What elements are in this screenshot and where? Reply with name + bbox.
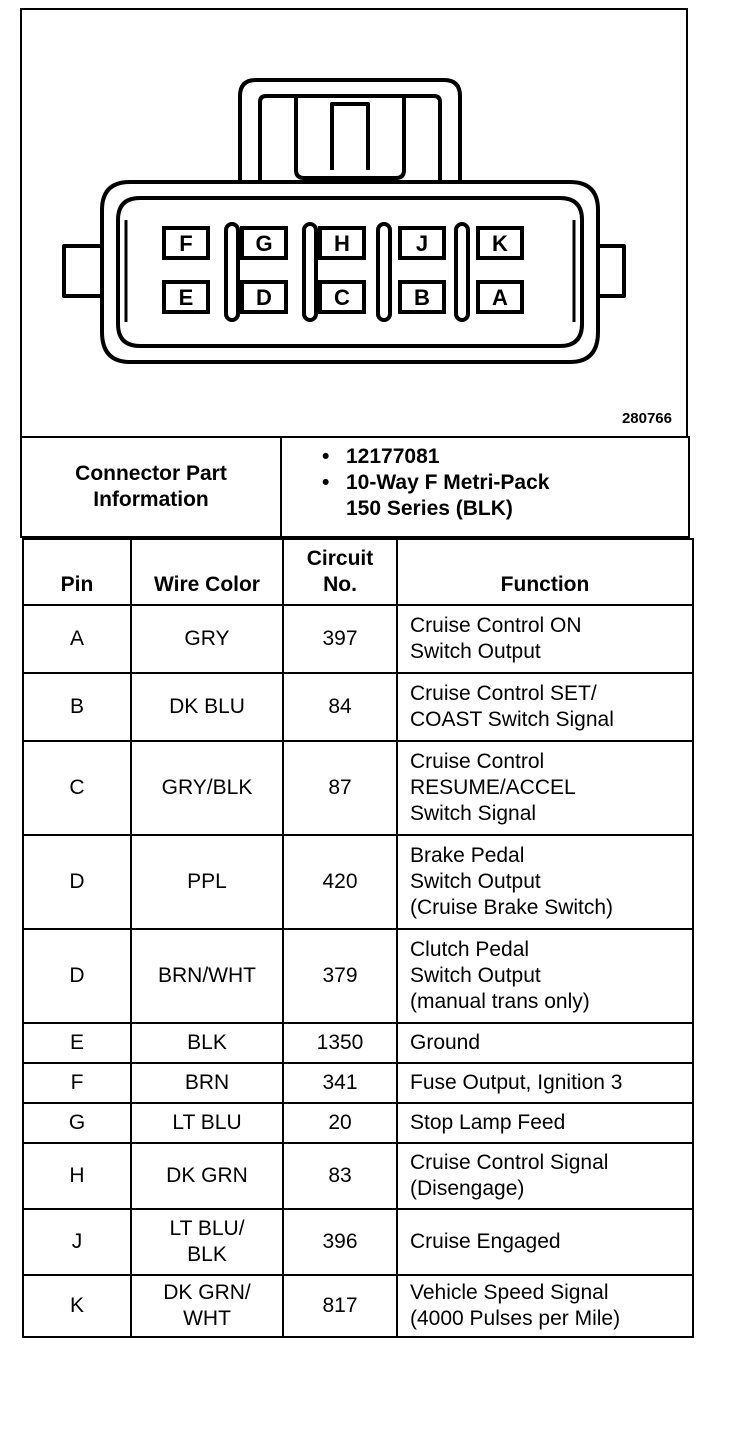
pin-cell: A <box>23 605 131 673</box>
function-cell <box>397 1209 693 1275</box>
wire-color-cell-line: PPL <box>187 870 227 893</box>
wire-color-cell <box>131 605 283 673</box>
table-row <box>23 929 693 1023</box>
part-info-list <box>282 438 688 536</box>
wire-color-cell-line: GRY <box>184 627 230 650</box>
cavity-label: K <box>492 231 508 256</box>
table-row <box>23 1023 693 1063</box>
wire-color-cell <box>131 929 283 1023</box>
connector-diagram-panel <box>20 8 688 438</box>
cavity-e <box>164 282 208 312</box>
function-cell-line: (Disengage) <box>410 1177 525 1200</box>
header-pin: Pin <box>23 539 131 605</box>
wire-color-cell-line: BLK <box>187 1031 227 1054</box>
cavity-c <box>320 282 364 312</box>
function-cell <box>397 1275 693 1337</box>
pin-cell: D <box>23 835 131 929</box>
header-circuit-no <box>283 539 397 605</box>
cavity-label: B <box>414 285 430 310</box>
pin-cell: G <box>23 1103 131 1143</box>
table-row <box>23 605 693 673</box>
table-row <box>23 1275 693 1337</box>
wire-color-cell-line: BRN <box>184 1071 230 1094</box>
header-circuit-line1: Circuit <box>306 547 374 570</box>
circuit-cell: 817 <box>283 1275 397 1337</box>
function-cell <box>397 1103 693 1143</box>
table-row <box>23 835 693 929</box>
function-cell-line: Clutch Pedal <box>410 938 530 961</box>
part-info-label-line2: Information <box>93 488 209 511</box>
function-cell-line: Brake Pedal <box>410 844 525 867</box>
function-cell <box>397 673 693 741</box>
cavity-label: A <box>492 285 508 310</box>
wire-color-cell-line: BLK <box>187 1243 227 1266</box>
function-cell <box>397 605 693 673</box>
wire-color-cell <box>131 1143 283 1209</box>
part-description-line2: 150 Series (BLK) <box>346 497 513 520</box>
pin-cell: F <box>23 1063 131 1103</box>
pin-cell: J <box>23 1209 131 1275</box>
table-header-row <box>23 539 693 605</box>
wire-color-cell <box>131 1209 283 1275</box>
function-cell-line: Switch Signal <box>410 802 537 825</box>
pin-table <box>22 538 694 1338</box>
pin-cell: K <box>23 1275 131 1337</box>
function-cell <box>397 1143 693 1209</box>
cavity-b <box>400 282 444 312</box>
function-cell <box>397 1023 693 1063</box>
function-cell <box>397 835 693 929</box>
wire-color-cell-line: LT BLU/ <box>169 1217 245 1240</box>
wire-color-cell <box>131 1023 283 1063</box>
pin-cell: H <box>23 1143 131 1209</box>
cavity-label: D <box>256 285 272 310</box>
cavity-label: F <box>179 231 193 256</box>
header-wire-color: Wire Color <box>131 539 283 605</box>
part-description <box>322 470 688 522</box>
circuit-cell: 420 <box>283 835 397 929</box>
circuit-cell: 20 <box>283 1103 397 1143</box>
wire-color-cell-line: DK GRN <box>166 1164 248 1187</box>
connector-face-drawing <box>22 10 690 440</box>
pin-cell: C <box>23 741 131 835</box>
function-cell-line: Cruise Control <box>410 750 545 773</box>
function-cell-line: Switch Output <box>410 640 541 663</box>
function-cell-line: Switch Output <box>410 870 541 893</box>
function-cell-line: Ground <box>410 1031 481 1054</box>
function-cell-line: Stop Lamp Feed <box>410 1111 566 1134</box>
wire-color-cell <box>131 673 283 741</box>
cavity-label: G <box>255 231 273 256</box>
circuit-cell: 1350 <box>283 1023 397 1063</box>
part-number: • 12177081 <box>322 444 688 470</box>
table-row <box>23 1063 693 1103</box>
function-cell-line: RESUME/ACCEL <box>410 776 576 799</box>
pin-cell: B <box>23 673 131 741</box>
wire-color-cell-line: DK GRN/ <box>163 1281 251 1304</box>
pin-table-body <box>23 605 693 1337</box>
part-description-line1: 10-Way F Metri-Pack <box>346 471 550 494</box>
circuit-cell: 341 <box>283 1063 397 1103</box>
cavity-k <box>478 228 522 258</box>
wire-color-cell <box>131 1063 283 1103</box>
pin-cell: E <box>23 1023 131 1063</box>
function-cell <box>397 1063 693 1103</box>
cavity-j <box>400 228 444 258</box>
table-row <box>23 1143 693 1209</box>
function-cell-line: Cruise Control Signal <box>410 1151 609 1174</box>
function-cell-line: (manual trans only) <box>410 990 590 1013</box>
function-cell <box>397 929 693 1023</box>
table-row <box>23 673 693 741</box>
cavity-label: J <box>415 231 429 256</box>
connector-part-information <box>20 436 690 538</box>
wire-color-cell <box>131 835 283 929</box>
cavity-g <box>242 228 286 258</box>
function-cell-line: Cruise Control SET/ <box>410 682 597 705</box>
cavity-label: E <box>178 285 194 310</box>
circuit-cell: 84 <box>283 673 397 741</box>
function-cell-line: COAST Switch Signal <box>410 708 614 731</box>
wire-color-cell-line: DK BLU <box>169 695 245 718</box>
wire-color-cell <box>131 1103 283 1143</box>
cavity-d <box>242 282 286 312</box>
circuit-cell: 397 <box>283 605 397 673</box>
function-cell-line: (Cruise Brake Switch) <box>410 896 614 919</box>
cavity-f <box>164 228 208 258</box>
function-cell-line: Cruise Engaged <box>410 1230 561 1253</box>
function-cell-line: Vehicle Speed Signal <box>410 1281 609 1304</box>
circuit-cell: 396 <box>283 1209 397 1275</box>
function-cell-line: Switch Output <box>410 964 541 987</box>
header-function: Function <box>397 539 693 605</box>
cavity-a <box>478 282 522 312</box>
pin-cell: D <box>23 929 131 1023</box>
cavity-h <box>320 228 364 258</box>
wire-color-cell-line: GRY/BLK <box>161 776 253 799</box>
cavity-label: C <box>334 285 350 310</box>
circuit-cell: 83 <box>283 1143 397 1209</box>
part-info-label <box>22 438 282 536</box>
cavity-label: H <box>334 231 350 256</box>
header-circuit-line2: No. <box>323 573 357 596</box>
function-cell-line: Cruise Control ON <box>410 614 582 637</box>
table-row <box>23 741 693 835</box>
function-cell-line: Fuse Output, Ignition 3 <box>410 1071 623 1094</box>
circuit-cell: 379 <box>283 929 397 1023</box>
function-cell <box>397 741 693 835</box>
table-row <box>23 1103 693 1143</box>
function-cell-line: (4000 Pulses per Mile) <box>410 1307 621 1330</box>
table-row <box>23 1209 693 1275</box>
wire-color-cell-line: WHT <box>183 1307 231 1330</box>
circuit-cell: 87 <box>283 741 397 835</box>
wire-color-cell-line: BRN/WHT <box>158 964 256 987</box>
figure-number: 280766 <box>621 410 672 427</box>
wire-color-cell <box>131 741 283 835</box>
wire-color-cell <box>131 1275 283 1337</box>
wire-color-cell-line: LT BLU <box>172 1111 242 1134</box>
part-info-label-line1: Connector Part <box>75 462 227 485</box>
